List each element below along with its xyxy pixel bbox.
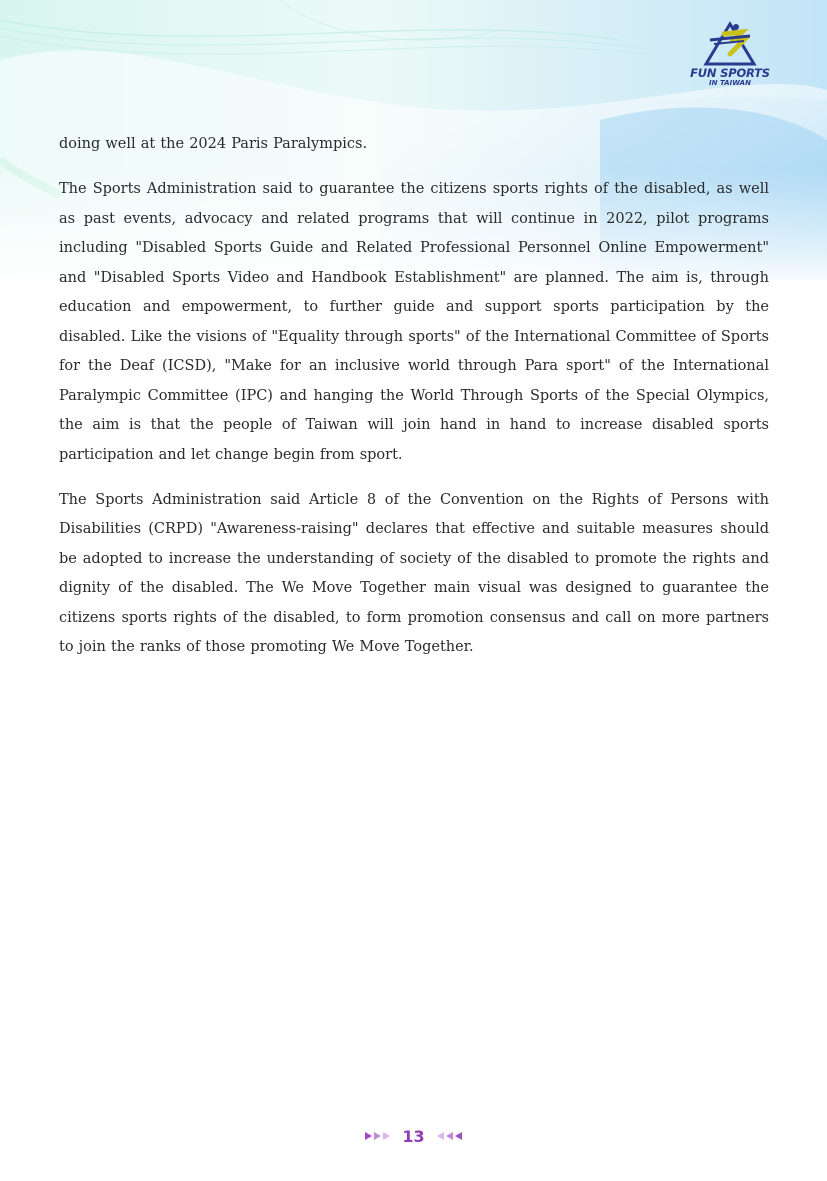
fun-sports-logo (680, 18, 780, 98)
paragraph-1: doing well at the 2024 Paris Paralympics. (59, 136, 368, 152)
page-footer (0, 1124, 827, 1148)
paragraph-2: The Sports Administration said to guarantee the citizens sports rights of the disabled, as well as past events, advocacy and related programs that will continue in 2022, pilot programs including "Disabled Sports Guide and Related Professional Personnel Online Empowerment" and "Disabled Sports Video and Handbook Establishment" are planned. The aim is, through education and empowerment, to further guide and support sports participation by the disabled. Like the visions of "Equality through sports" of the International Committee of Sports for the Deaf (ICSD), "Make for an inclusive world through Para sport" of the International Paralympic Committee (IPC) and hanging the World Through Sports of the Special Olympics, the aim is that the people of Taiwan will join hand in hand to increase disabled sports participation and let change begin from sport. (59, 181, 769, 463)
paragraph-3: The Sports Administration said Article 8 of the Convention on the Rights of Persons with Disabilities (CRPD) "Awareness-raising" declares that effective and suitable measures should be adopted to increase the understanding of society of the disabled to promote the rights and dignity of the disabled. The We Move Together main visual was designed to guarantee the citizens sports rights of the disabled, to form promotion consensus and call on more partners to join the ranks of those promoting We Move Together. (59, 491, 769, 655)
right-arrows-icon (365, 1132, 390, 1140)
logo-subtitle: IN TAIWAN (709, 79, 751, 87)
logo-title: FUN SPORTS (690, 66, 770, 80)
left-arrows-icon (437, 1132, 462, 1140)
page-number: 13 (402, 1126, 425, 1146)
article-body (59, 130, 769, 678)
runner-logo-icon (700, 18, 760, 66)
